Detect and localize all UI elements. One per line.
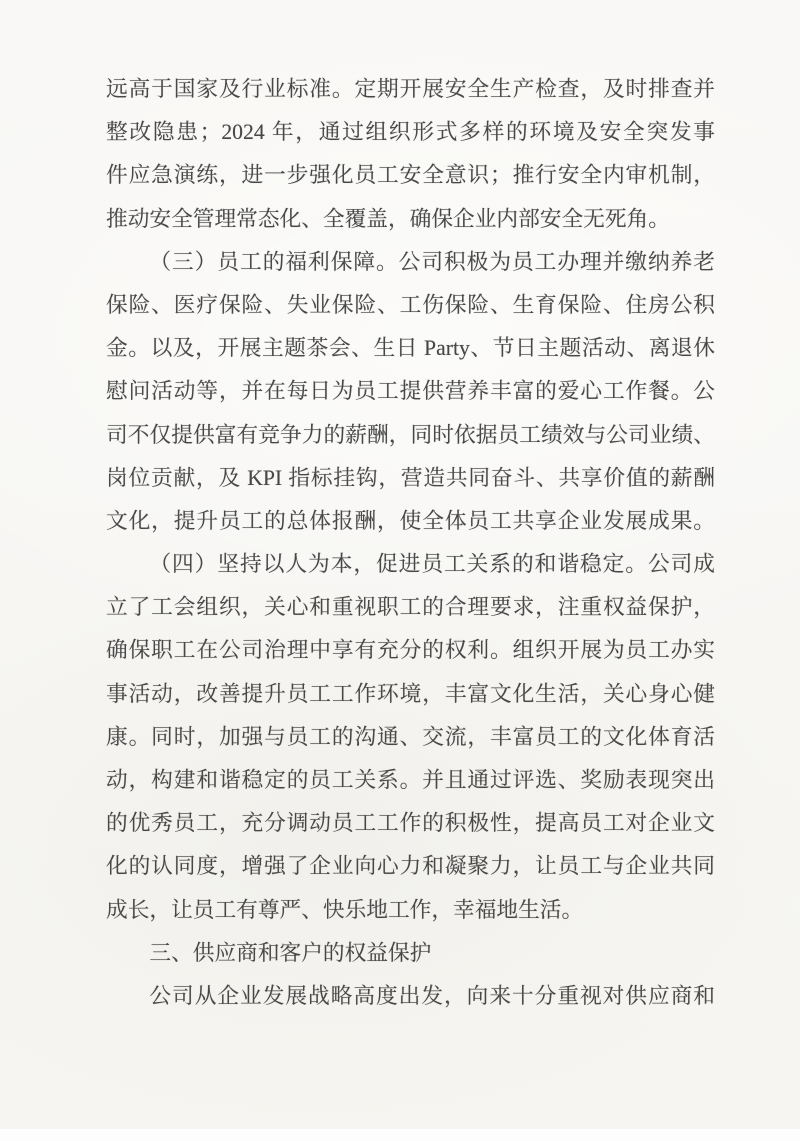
document-text [106, 68, 715, 1018]
body-line: 化的认同度，增强了企业向心力和凝聚力，让员工与企业共同 [106, 854, 715, 879]
body-line: 立了工会组织，关心和重视职工的合理要求，注重权益保护， [106, 595, 715, 620]
body-line: 保险、医疗保险、失业保险、工伤保险、生育保险、住房公积 [106, 292, 715, 317]
body-line: 的优秀员工，充分调动员工工作的积极性，提高员工对企业文 [106, 811, 715, 836]
body-line: 整改隐患；2024 年，通过组织形式多样的环境及安全突发事 [106, 120, 715, 145]
body-line: 动，构建和谐稳定的员工关系。并且通过评选、奖励表现突出 [106, 768, 715, 792]
body-line: 成长，让员工有尊严、快乐地工作，幸福地生活。 [106, 897, 584, 922]
body-line: 推动安全管理常态化、全覆盖，确保企业内部安全无死角。 [106, 206, 670, 231]
body-line: 件应急演练，进一步强化员工安全意识；推行安全内审机制， [106, 163, 715, 188]
body-line: 确保职工在公司治理中享有充分的权利。组织开展为员工办实 [106, 638, 715, 663]
body-line: 岗位贡献，及 KPI 指标挂钩，营造共同奋斗、共享价值的薪酬 [106, 465, 715, 490]
body-line: 康。同时，加强与员工的沟通、交流，丰富员工的文化体育活 [106, 724, 715, 749]
body-line: 事活动，改善提升员工工作环境，丰富文化生活，关心身心健 [106, 681, 715, 706]
body-line: 远高于国家及行业标准。定期开展安全生产检查，及时排查并 [106, 77, 715, 101]
body-line: 金。以及，开展主题茶会、生日 Party、节日主题活动、离退休 [106, 336, 715, 361]
body-line: 司不仅提供富有竞争力的薪酬，同时依据员工绩效与公司业绩、 [106, 422, 715, 447]
paragraph-start-line: （三）员工的福利保障。公司积极为员工办理并缴纳养老 [149, 249, 715, 274]
section-heading: 三、供应商和客户的权益保护 [149, 940, 432, 965]
paragraph-start-line: 公司从企业发展战略高度出发，向来十分重视对供应商和 [149, 983, 715, 1008]
body-line: 文化，提升员工的总体报酬，使全体员工共享企业发展成果。 [106, 508, 715, 533]
paragraph-start-line: （四）坚持以人为本，促进员工关系的和谐稳定。公司成 [149, 552, 715, 577]
body-line: 慰问活动等，并在每日为员工提供营养丰富的爱心工作餐。公 [106, 379, 715, 404]
